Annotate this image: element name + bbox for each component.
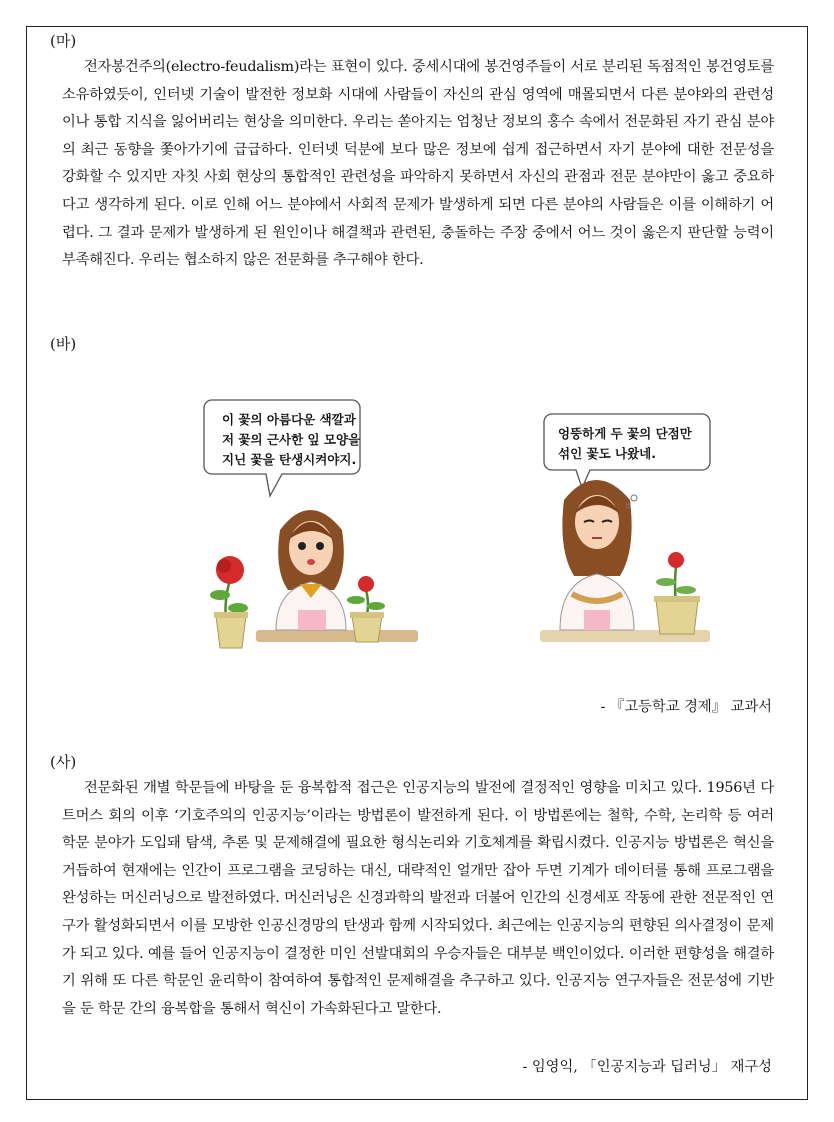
source-book: - 임영익, 「인공지능과 딥러닝」 재구성: [522, 1059, 772, 1075]
paragraph-ma: 전자봉건주의(electro-feudalism)라는 표현이 있다. 중세시대에 봉건영주들이 서로 분리된 독점적인 봉건영토를 소유하였듯이, 인터넷 기술이 발전한 정보화 시대에 사람들이 자신의 관심 영역에 매몰되면서 다른 분야와의 관련성이나 통합 지식을 잃어버리는 현상을 의미한다. 우리는 쏟아지는 엄청난 정보의 홍수 속에서 전문화된 자기 관심 분야의 최근 동향을 쫓아가기에 급급하다. 인터넷 덕분에 보다 많은 정보에 쉽게 접근하면서 자기 분야에 대한 전문성을 강화할 수 있지만 자칫 사회 현상의 통합적인 관련성을 파악하지 못하면서 자신의 관점과 전문 분야만이 옳고 중요하다고 생각하게 된다. 이로 인해 어느 분야에서 사회적 문제가 발생하게 되면 다른 분야의 사람들은 이를 이해하기 어렵다. 그 결과 문제가 발생하게 된 원인이나 해결책과 관련된, 충돌하는 주장 중에서 어느 것이 옳은지 판단할 능력이 부족해진다. 우리는 협소하지 않은 전문화를 추구해야 한다.: [62, 59, 774, 269]
section-label-ma: (마): [50, 32, 77, 50]
bubble-left-line-3: 지닌 꽃을 탄생시켜야지.: [222, 452, 357, 467]
section-label-ba: (바): [50, 335, 77, 353]
speech-bubble-right: [544, 414, 710, 488]
red-rose-pot-left: [210, 556, 248, 648]
bubble-left-line-2: 저 꽃의 근사한 잎 모양을: [222, 432, 361, 447]
source-textbook: - 『고등학교 경제』 교과서: [600, 699, 772, 715]
hybrid-flower-pot: [654, 552, 700, 634]
speech-bubble-left: [204, 400, 361, 496]
woman-thinking: [276, 510, 346, 630]
paragraph-sa: 전문화된 개별 학문들에 바탕을 둔 융복합적 접근은 인공지능의 발전에 결정적인 영향을 미치고 있다. 1956년 다트머스 회의 이후 ‘기호주의의 인공지능’이라는 방법론이 발전하게 된다. 이 방법론에는 철학, 수학, 논리학 등 여러 학문 분야가 도입돼 탐색, 추론 및 문제해결에 필요한 형식논리와 기호체계를 확립시켰다. 인공지능 방법론은 혁신을 거듭하여 현재에는 인간이 프로그램을 코딩하는 대신, 대략적인 얼개만 잡아 두면 기계가 데이터를 통해 프로그램을 완성하는 머신러닝으로 발전하였다. 머신러닝은 신경과학의 발전과 더불어 인간의 신경세포 작동에 관한 전문적인 연구가 활성화되면서 이를 모방한 인공신경망의 탄생과 함께 시작되었다. 최근에는 인공지능의 편향된 의사결정이 문제가 되고 있다. 예를 들어 인공지능이 결정한 미인 선발대회의 우승자들은 대부분 백인이었다. 이러한 편향성을 해결하기 위해 또 다른 학문인 윤리학이 참여하여 통합적인 문제해결을 추구하고 있다. 인공지능 연구자들은 전문성에 기반을 둔 학문 간의 융복합을 통해서 혁신이 가속화된다고 말한다.: [62, 780, 774, 1017]
section-label-sa: (사): [50, 753, 77, 771]
bubble-right-line-1: 엉뚱하게 두 꽃의 단점만: [558, 426, 692, 441]
bubble-left-line-1: 이 꽃의 아름다운 색깔과: [222, 412, 356, 427]
bubble-right-line-2: 섞인 꽃도 나왔네.: [558, 446, 656, 461]
woman-disappointed: [560, 480, 637, 630]
left-table: [256, 630, 418, 642]
cartoon-illustration: [180, 380, 720, 660]
